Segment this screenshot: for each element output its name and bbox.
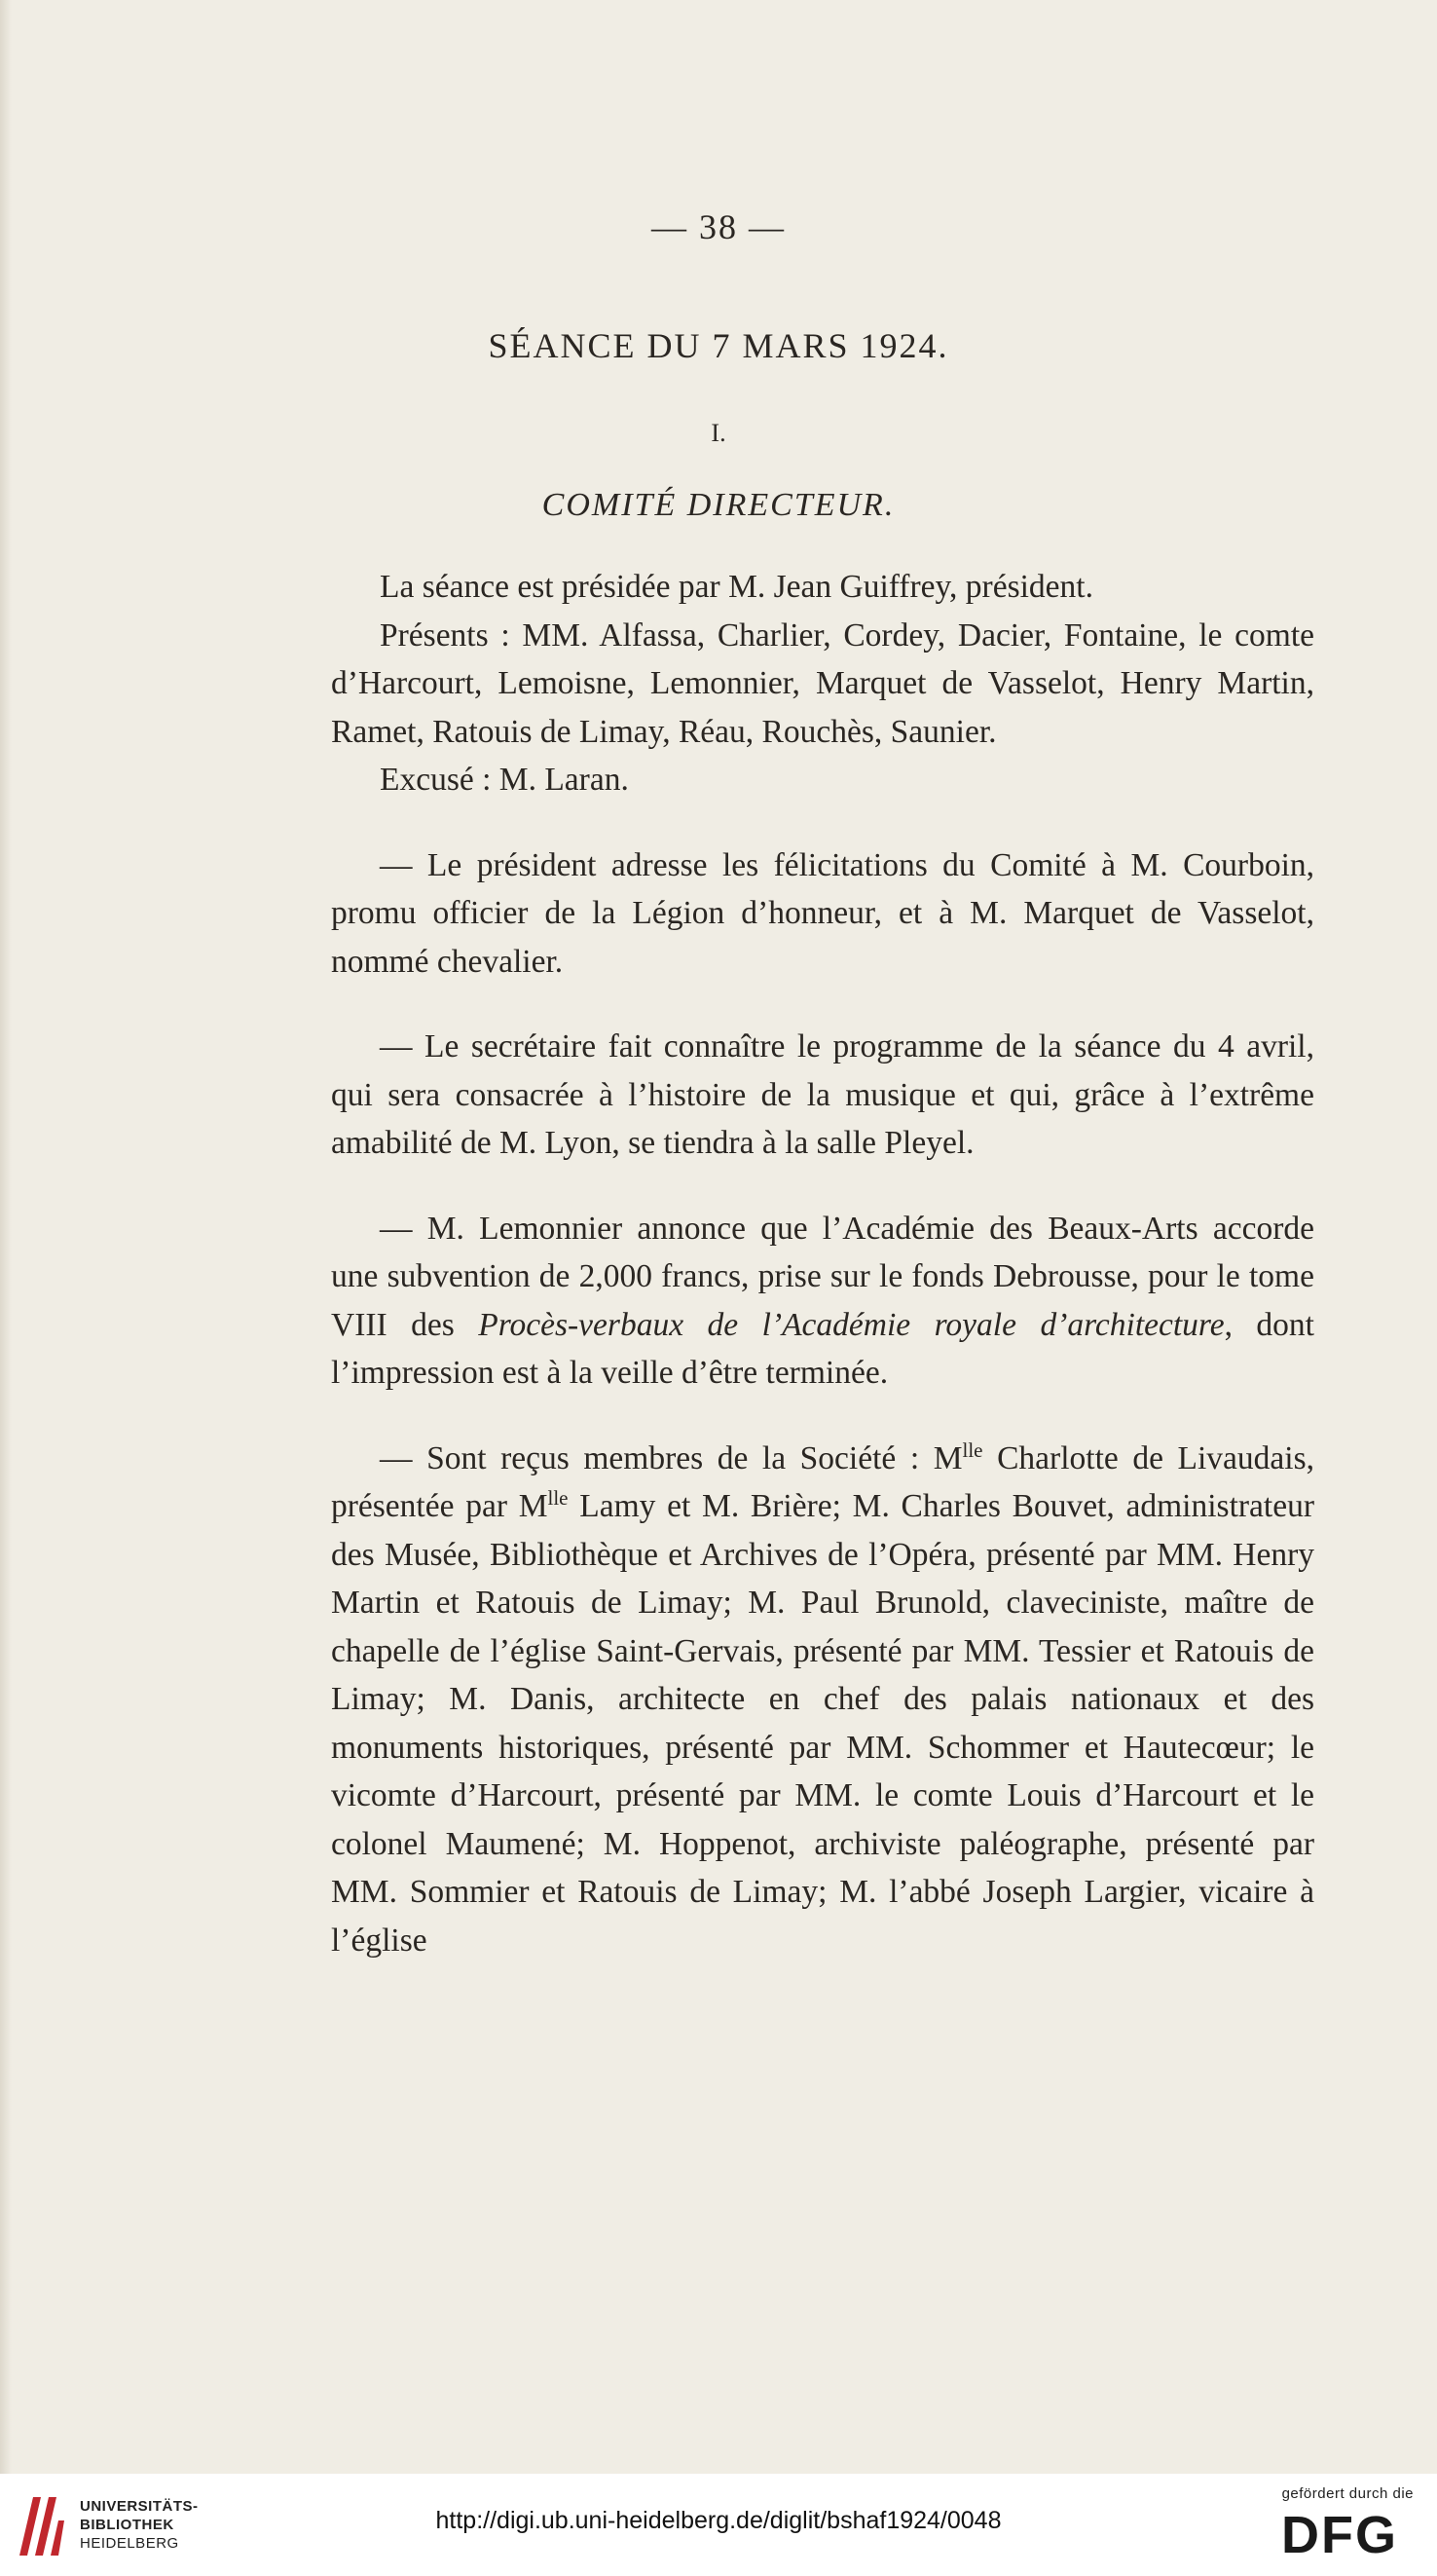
dfg-logo-text: DFG (1281, 2508, 1398, 2558)
section-title: COMITÉ DIRECTEUR. (541, 487, 896, 523)
funder-caption: gefördert durch die (1281, 2485, 1414, 2502)
new-members-text-a: — Sont reçus membres de la Société : M (380, 1439, 963, 1476)
session-title: SÉANCE DU 7 MARS 1924. (488, 326, 949, 365)
paragraph-excused: Excusé : M. Laran. (380, 762, 629, 798)
dfg-logo-icon[interactable] (1281, 2508, 1414, 2558)
section-number: I. (711, 419, 726, 447)
subvention-text-b: , dont l’impression est à la veille d’être terminée. (331, 1306, 1314, 1391)
paragraph-subvention (331, 1205, 1314, 1398)
digitization-footer (0, 2474, 1437, 2576)
superscript-mlle-2: lle (547, 1485, 569, 1510)
paragraph-presidency: La séance est présidée par M. Jean Guiffrey, président. (380, 569, 1093, 605)
funder-block (1258, 2485, 1414, 2558)
paragraph-new-members (331, 1435, 1314, 1965)
source-url-link[interactable]: http://digi.ub.uni-heidelberg.de/diglit/bshaf1924/0048 (435, 2507, 1002, 2534)
page-edge-shadow (0, 0, 12, 2474)
library-name-line1: UNIVERSITÄTS- (80, 2498, 199, 2515)
library-name-line3: HEIDELBERG (80, 2535, 179, 2552)
library-name-line2: BIBLIOTHEK (80, 2517, 174, 2533)
paragraph-present-members: Présents : MM. Alfassa, Charlier, Cordey, Dacier, Fontaine, le comte d’Harcourt, Lemoisne, Lemonnier, Marquet de Vasselot, Henry Martin, Ramet, Ratouis de Limay, Réau, Rouchès, Saunier. (331, 616, 1314, 750)
new-members-text-c: Lamy et M. Brière; M. Charles Bouvet, administrateur des Musée, Bibliothèque et Archives de l’Opéra, présenté par MM. Henry Martin et Ratouis de Limay; M. Paul Brunold, claveciniste, maître de chapelle de l’église Saint-Gervais, présenté par MM. Tessier et Ratouis de Limay; M. Danis, architecte en chef des palais nationaux et des monuments historiques, présenté par MM. Schommer et Hautecœur; le vicomte d’Harcourt, présenté par MM. le comte Louis d’Harcourt et le colonel Maumené; M. Hoppenot, archiviste paléographe, présenté par MM. Sommier et Ratouis de Limay; M. l’abbé Joseph Largier, vicaire à l’église (331, 1488, 1314, 1959)
paragraph-program: — Le secrétaire fait connaître le programme de la séance du 4 avril, qui sera consacrée à l’histoire de la musique et qui, grâce à l’extrême amabilité de M. Lyon, se tiendra à la salle Pleyel. (331, 1028, 1314, 1161)
paragraph-congratulations: — Le président adresse les félicitations du Comité à M. Courboin, promu officier de la Légion d’honneur, et à M. Marquet de Vasselot, nommé chevalier. (331, 846, 1314, 980)
new-members-text-b: Charlotte de Livaudais, présentée par M (331, 1439, 1314, 1524)
page-number: — 38 — (651, 207, 786, 246)
superscript-mlle-1: lle (962, 1437, 983, 1462)
publication-title: Procès-verbaux de l’Académie royale d’architecture (478, 1306, 1225, 1343)
subvention-text-a: — M. Lemonnier annonce que l’Académie des Beaux-Arts accorde une subvention de 2,000 francs, prise sur le fonds Debrousse, pour le tome VIII des (331, 1210, 1314, 1343)
body-text (331, 563, 1314, 1964)
